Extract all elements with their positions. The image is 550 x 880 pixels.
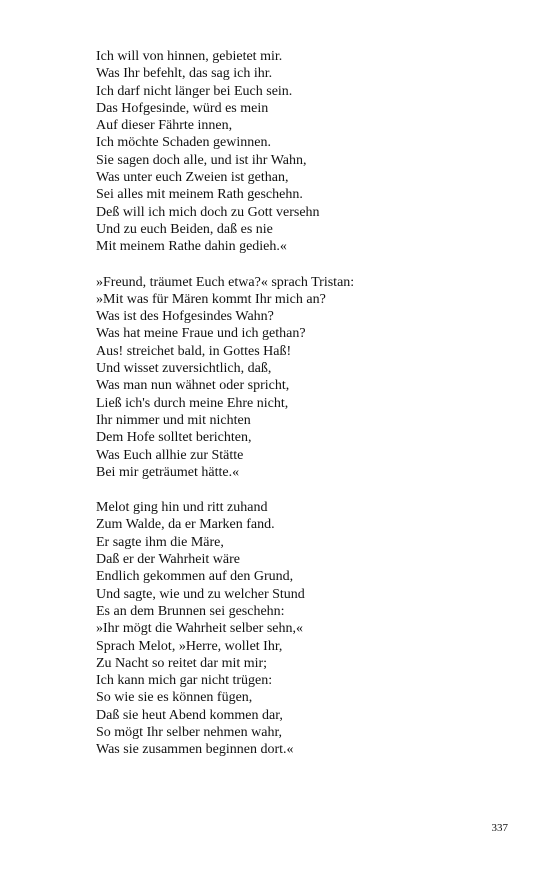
- poem-line: Und zu euch Beiden, daß es nie: [96, 221, 273, 237]
- poem-line: Und sagte, wie und zu welcher Stund: [96, 586, 305, 602]
- poem-line: Ihr nimmer und mit nichten: [96, 412, 251, 428]
- poem-line: Was man nun wähnet oder spricht,: [96, 378, 290, 394]
- poem-line: Melot ging hin und ritt zuhand: [96, 500, 268, 516]
- poem-line: Ich will von hinnen, gebietet mir.: [96, 49, 283, 64]
- poem-line: Dem Hofe solltet berichten,: [96, 430, 252, 446]
- stanza: [96, 48, 516, 256]
- poem-line: Es an dem Brunnen sei geschehn:: [96, 603, 285, 619]
- poem-line: Er sagte ihm die Märe,: [96, 534, 224, 550]
- poem-line: Was hat meine Fraue und ich gethan?: [96, 326, 306, 342]
- poem-line: Sprach Melot, »Herre, wollet Ihr,: [96, 638, 283, 654]
- poem-line: Und wisset zuversichtlich, daß,: [96, 361, 272, 377]
- poem-text: [96, 48, 516, 777]
- stanza: [96, 274, 516, 482]
- page-number: 337: [491, 822, 508, 834]
- poem-line: Bei mir geträumet hätte.«: [96, 464, 240, 480]
- poem-line: Was sie zusammen beginnen dort.«: [96, 742, 294, 758]
- poem-line: »Mit was für Mären kommt Ihr mich an?: [96, 291, 326, 307]
- poem-line: Ließ ich's durch meine Ehre nicht,: [96, 395, 289, 411]
- poem-line: Sie sagen doch alle, und ist ihr Wahn,: [96, 152, 307, 168]
- poem-line: Aus! streichet bald, in Gottes Haß!: [96, 343, 292, 359]
- poem-line: Daß sie heut Abend kommen dar,: [96, 707, 283, 723]
- poem-line: Ich möchte Schaden gewinnen.: [96, 135, 271, 151]
- poem-line: Zu Nacht so reitet dar mit mir;: [96, 655, 268, 671]
- poem-line: Ich kann mich gar nicht trügen:: [96, 673, 273, 689]
- poem-line: Deß will ich mich doch zu Gott versehn: [96, 204, 320, 220]
- poem-line: So mögt Ihr selber nehmen wahr,: [96, 724, 283, 740]
- poem-line: »Freund, träumet Euch etwa?« sprach Tristan:: [96, 274, 355, 290]
- poem-line: »Ihr mögt die Wahrheit selber sehn,«: [96, 621, 304, 637]
- poem-line: Das Hofgesinde, würd es mein: [96, 100, 269, 116]
- poem-line: Daß er der Wahrheit wäre: [96, 552, 240, 568]
- poem-line: Auf dieser Fährte innen,: [96, 118, 233, 134]
- poem-line: So wie sie es können fügen,: [96, 690, 253, 706]
- poem-line: Endlich gekommen auf den Grund,: [96, 569, 294, 585]
- poem-line: Sei alles mit meinem Rath geschehn.: [96, 187, 303, 203]
- stanza: [96, 499, 516, 758]
- poem-line: Was Ihr befehlt, das sag ich ihr.: [96, 66, 273, 82]
- poem-line: Mit meinem Rathe dahin gedieh.«: [96, 239, 287, 255]
- poem-line: Was unter euch Zweien ist gethan,: [96, 170, 289, 186]
- poem-line: Ich darf nicht länger bei Euch sein.: [96, 83, 293, 99]
- poem-line: Zum Walde, da er Marken fand.: [96, 517, 275, 533]
- poem-line: Was Euch allhie zur Stätte: [96, 447, 244, 463]
- poem-line: Was ist des Hofgesindes Wahn?: [96, 309, 274, 325]
